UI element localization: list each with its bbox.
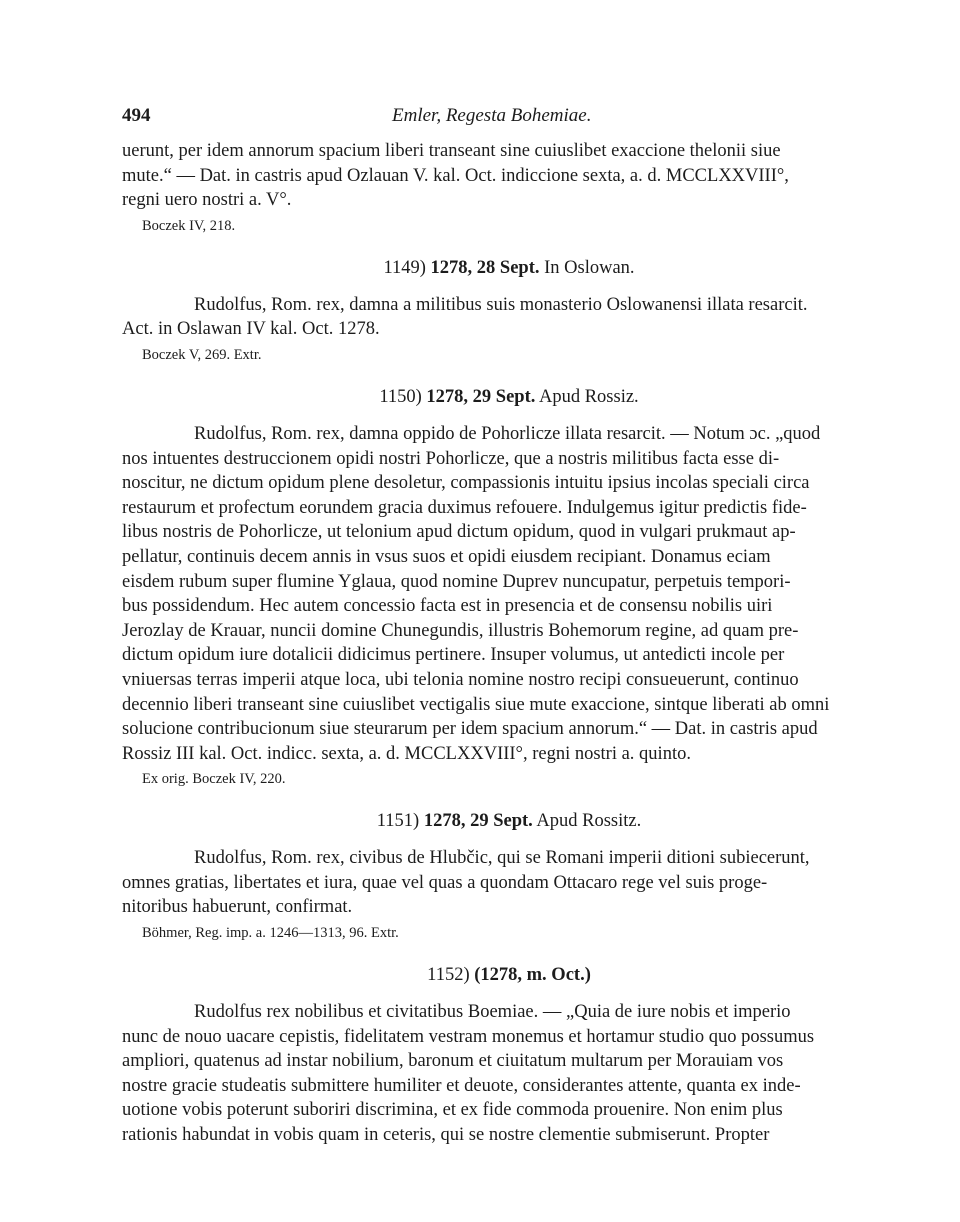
entry-1152: [122, 965, 896, 1148]
entry-date: 1278, 28 Sept.: [430, 257, 540, 278]
text-line: Jerozlay de Krauar, nuncii domine Chunegundis, illustris Bohemorum regine, ad quam pre-: [122, 620, 799, 641]
text-line: mute.“ — Dat. in castris apud Ozlauan V. kal. Oct. indiccione sexta, a. d. MCCLXXVIII°,: [122, 165, 789, 186]
text-line: vniuersas terras imperii atque loca, ubi telonia nomine nostro recipi consueuerunt, continuo: [122, 669, 799, 690]
entry-heading: [122, 811, 896, 832]
entry-text: [122, 1000, 896, 1148]
source-note: Böhmer, Reg. imp. a. 1246—1313, 96. Extr.: [142, 925, 399, 942]
entry-1151: [122, 811, 896, 943]
text-line: pellatur, continuis decem annis in vsus suos et opidi eiusdem recipiant. Donamus eciam: [122, 546, 771, 567]
entry-number: 1151): [376, 811, 420, 832]
text-line: nitoribus habuerunt, confirmat.: [122, 897, 353, 918]
running-title: Emler, Regesta Bohemiae.: [392, 105, 592, 126]
text-line: nos intuentes destruccionem opidi nostri Pohorlicze, que a nostris militibus facta esse di-: [122, 448, 780, 469]
text-line: uotione vobis poterunt suboriri discrimina, et ex fide commoda prouenire. Non enim plus: [122, 1100, 783, 1121]
source-note: Ex orig. Boczek IV, 220.: [142, 771, 286, 788]
entry-number: 1150): [379, 386, 422, 407]
intro-block: [122, 139, 896, 236]
text-line: omnes gratias, libertates et iura, quae vel quas a quondam Ottacaro rege vel suis proge-: [122, 872, 768, 893]
entry-1149: [122, 258, 896, 365]
text-line: libus nostris de Pohorlicze, ut telonium apud dictum opidum, quod in vulgari prukmaut ap-: [122, 522, 796, 543]
text-line: bus possidendum. Hec autem concessio facta est in presencia et de consensu nobilis uiri: [122, 596, 773, 617]
text-line: regni uero nostri a. V°.: [122, 190, 292, 211]
text-line: solucione contribucionum siue steurarum per idem spacium annorum.“ — Dat. in castris apud: [122, 719, 818, 740]
text-line: Rudolfus, Rom. rex, damna a militibus suis monasterio Oslowanensi illata resarcit.: [194, 294, 808, 315]
text-line: rationis habundat in vobis quam in ceteris, qui se nostre clementie submiserunt. Propter: [122, 1125, 770, 1146]
entry-1150: [122, 387, 896, 789]
text-line: Act. in Oslawan IV kal. Oct. 1278.: [122, 319, 380, 340]
text-line: Rudolfus, Rom. rex, civibus de Hlubčic, qui se Romani imperii ditioni subiecerunt,: [194, 848, 810, 869]
entry-number: 1152): [427, 965, 470, 986]
text-line: noscitur, ne dictum opidum plene desoletur, compassionis intuitu ipsius incolas speciali circa: [122, 473, 810, 494]
entry-heading: [122, 258, 896, 279]
source-note: Boczek V, 269. Extr.: [142, 346, 262, 363]
page: [122, 105, 896, 1148]
entry-date: 1278, 29 Sept.: [426, 386, 536, 407]
text-line: nostre gracie studeatis submittere humiliter et deuote, considerantes attente, quanta ex inde-: [122, 1075, 801, 1096]
text-line: ampliori, quatenus ad instar nobilium, baronum et ciuitatum multarum per Morauiam vos: [122, 1051, 784, 1072]
entry-text: [122, 422, 896, 766]
entry-date: 1278, 29 Sept.: [423, 811, 533, 832]
entry-text: [122, 293, 896, 342]
text-line: nunc de nouo uacare cepistis, fidelitatem vestram monemus et hortamur studio quo possumus: [122, 1026, 815, 1047]
entry-heading: [122, 965, 896, 986]
entry-number: 1149): [383, 257, 426, 278]
text-line: eisdem rubum super flumine Yglaua, quod nomine Duprev nuncupatur, perpetuis tempori-: [122, 571, 791, 592]
text-line: decennio liberi transeant sine cuiuslibet vectigalis siue mute exaccione, sintque liberati ab omni: [122, 694, 830, 715]
text-line: Rudolfus rex nobilibus et civitatibus Boemiae. — „Quia de iure nobis et imperio: [194, 1002, 791, 1023]
text-line: Rudolfus, Rom. rex, damna oppido de Pohorlicze illata resarcit. — Notum ɔc. „quod: [194, 423, 821, 444]
text-line: uerunt, per idem annorum spacium liberi transeant sine cuiuslibet exaccione thelonii siue: [122, 141, 781, 161]
text-line: dictum opidum iure dotalicii didicimus pertinere. Insuper volumus, ut antedicti incole per: [122, 645, 785, 666]
page-number: 494: [122, 105, 151, 126]
entry-text: [122, 846, 896, 920]
text-line: Rossiz III kal. Oct. indicc. sexta, a. d. MCCLXXVIII°, regni nostri a. quinto.: [122, 743, 691, 764]
text-line: restaurum et profectum eorundem gracia duximus refouere. Indulgemus igitur predictis fide-: [122, 497, 807, 518]
entry-heading: [122, 387, 896, 408]
entry-place: Apud Rossitz.: [536, 811, 642, 832]
entry-date: (1278, m. Oct.): [474, 965, 591, 986]
source-note: Boczek IV, 218.: [142, 217, 236, 234]
entry-place: Apud Rossiz.: [538, 386, 639, 407]
page-header: [122, 105, 896, 139]
intro-text: [122, 139, 896, 213]
entry-place: In Oslowan.: [544, 257, 635, 278]
